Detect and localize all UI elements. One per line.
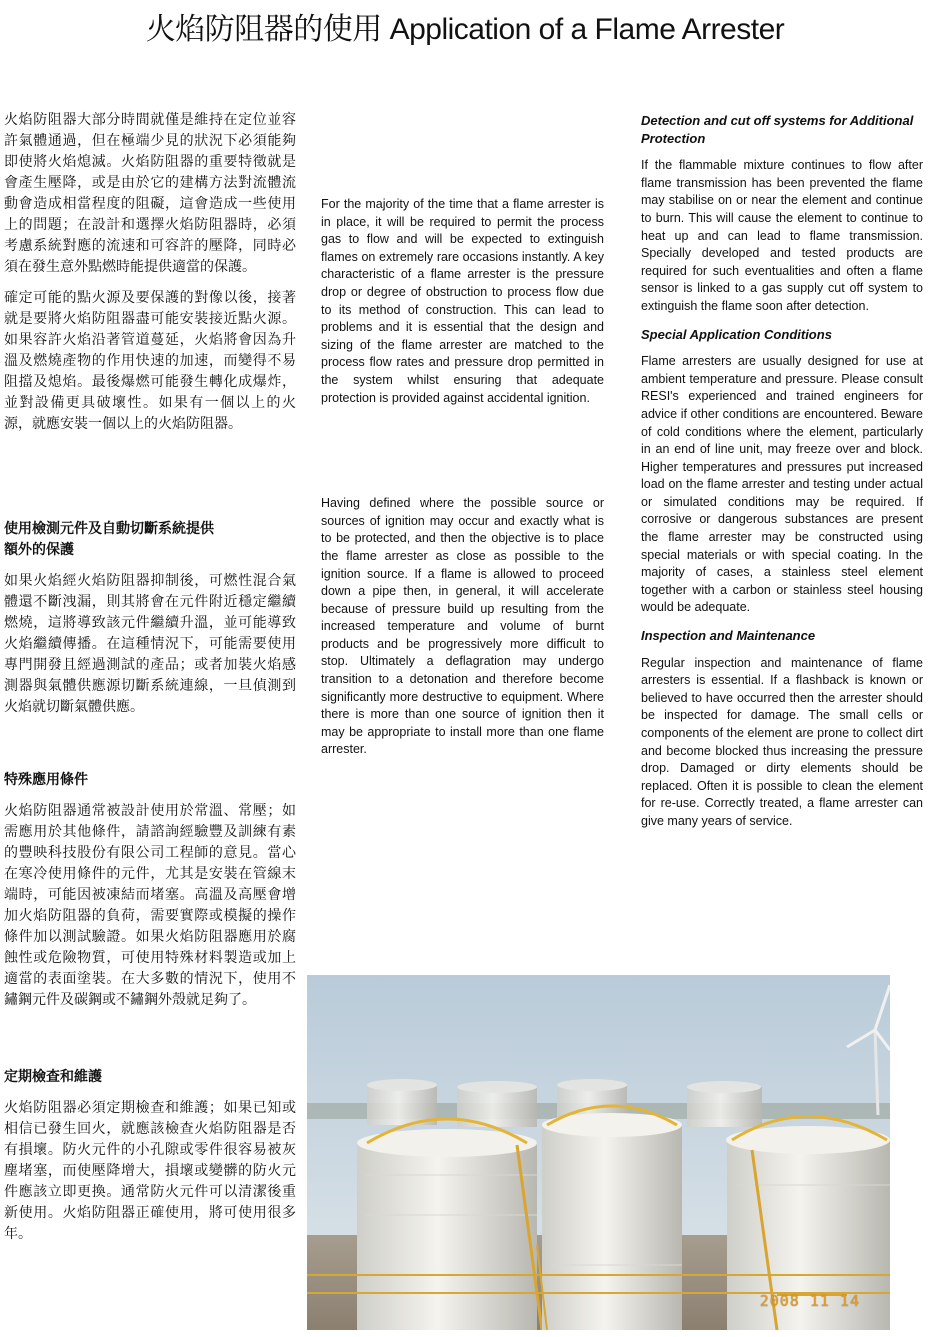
zh-paragraph-special: 火焰防阻器通常被設計使用於常溫、常壓；如需應用於其他條件，請諮詢經驗豐及訓練有素的豐映科技股份有限公司工程師的意見。當心在寒冷使用條件的元件，尤其是安裝在管線末端時，可能因被凍結而堵塞。高溫及高壓會增加火焰防阻器的負荷，需要實際或模擬的操作條件加以測試驗證。如果火焰防阻器應用於腐蝕性或危險物質，可使用特殊材料製造或加上適當的表面塗裝。在大多數的情況下，使用不鏽鋼元件及碳鋼或不鏽鋼外殼就足夠了。 [4,803,296,1008]
storage-tanks-photo [307,975,890,1330]
storage-tank-icon [357,1119,542,1330]
zh-paragraph-ignition: 確定可能的點火源及要保護的對像以後，接著就是要將火焰防阻器盡可能安裝接近點火源。如果容許火焰沿著管道蔓延，火焰將會因為升溫及燃燒產物的作用快速的加速，而變得不易阻擋及熄焰。最後爆燃可能發生轉化成爆炸，並對設備更具破壞性。如果有一個以上的火源，就應安裝一個以上的火焰防阻器。 [4,290,296,432]
en-paragraph-intro: For the majority of the time that a flame arrester is in place, it will be required to permit the process gas to flow and will be expected to extinguish flames on extremely rare occasions instantly. A key characteristic of a flame arrester is the pressure drop or degree of obstruction to process flow due to its method of construction. This can lead to problems and it is essential that the design and sizing of the flame arrester are matched to the process flow rates and pressure drop permitted in the system whilst ensuring that adequate protection is provided against accidental ignition. [321,197,604,405]
zh-paragraph-intro: 火焰防阻器大部分時間就僅是維持在定位並容許氣體通過，但在極端少見的狀況下必須能夠即使將火焰熄滅。火焰防阻器的重要特徵就是會產生壓降，或是由於它的建構方法對流體流動會造成相當程度的阻礙，這會造成一些使用上的問題；在設計和選擇火焰防阻器時，必須考慮系統對應的流速和可容許的壓降，同時必須在發生意外點燃時能提供適當的保護。 [4,112,296,275]
zh-heading-detection: 使用檢測元件及自動切斷系統提供額外的保護 [4,521,214,558]
storage-tank-icon [542,1106,682,1330]
tank-farm-illustration [307,975,890,1330]
en-paragraph-inspection: Regular inspection and maintenance of flame arresters is essential. If a flashback is known or believed to have occurred then the arrester should be inspected for damage. The small cells or components of the element are prone to collect dirt and become blocked thus increasing the pressure drop. Damaged or dirty elements should be replaced. Often it is possible to clean the element for re-use. Correctly treated, a flame arrester can give many years of service. [641,655,923,828]
zh-heading-inspection: 定期檢查和維護 [4,1069,102,1085]
en-paragraph-special: Flame arresters are usually designed for use at ambient temperature and pressure. Please consult RESI's experienced and trained engineers for advice if other conditions are encountered. Beware of cold conditions where the element, particularly in an end of line unit, may freeze over and block. Higher temperatures and pressures put increased load on the flame arrester and testing under actual or simulated conditions may be required. If corrosive or dangerous substances are present the flame arrester may be constructed using special materials or with special coating. In the majority of cases, a stainless steel element together with a carbon or stainless steel housing would be adequate. [641,354,923,615]
en-paragraph-ignition: Having defined where the possible source or sources of ignition may occur and exactly what is to be protected, and then the objective is to place the flame arrester as close as possible to the ignition source. If a flame is allowed to proceed down a pipe then, in general, it will accelerate because of pressure build up resulting from the increased temperature and volume of burnt products and be progressively more difficult to stop. Ultimately a deflagration may undergo transition to a detonation and therefore become significantly more destructive to equipment. Where there is more than one source of ignition then it may be appropriate to install more than one flame arrester. [321,496,604,757]
zh-heading-special: 特殊應用條件 [4,772,88,788]
photo-date-stamp: 2008 11 14 [759,1292,860,1310]
en-heading-inspection: Inspection and Maintenance [641,628,816,644]
page-title: 火焰防阻器的使用 Application of a Flame Arrester [145,13,785,46]
chinese-column [4,110,296,1245]
en-heading-detection: Detection and cut off systems for Additional Protection [641,113,914,146]
en-heading-special: Special Application Conditions [641,326,832,342]
zh-paragraph-inspection: 火焰防阻器必須定期檢查和維護；如果已知或相信已發生回火，就應該檢查火焰防阻器是否有損壞。防火元件的小孔隙或零件很容易被灰塵堵塞，而使壓降增大，損壞或變髒的防火元件應該立即更換。通常防火元件可以清潔後重新使用。火焰防阻器正確使用，將可使用很多年。 [4,1100,296,1242]
zh-paragraph-detection: 如果火焰經火焰防阻器抑制後，可燃性混合氣體還不斷洩漏，則其將會在元件附近穩定繼續燃燒，這將導致該元件繼續升溫，並可能導致火焰繼續傳播。在這種情況下，可能需要使用專門開發且經過測試的產品；或者加裝火焰感測器與氣體供應源切斷系統連線，一旦偵測到火焰就切斷氣體供應。 [4,573,296,715]
english-right-column [641,112,923,831]
en-paragraph-detection: If the flammable mixture continues to flow after flame transmission has been prevented the flame may stabilise on or near the element and continue to burn. This will cause the element to continue to heat up and can lead to flame transmission. Specially developed and tested products are required for such eventualities and often a flame sensor is linked to a gas supply cut off system to extinguish the flame soon after detection. [641,158,923,313]
english-middle-column [321,196,604,759]
